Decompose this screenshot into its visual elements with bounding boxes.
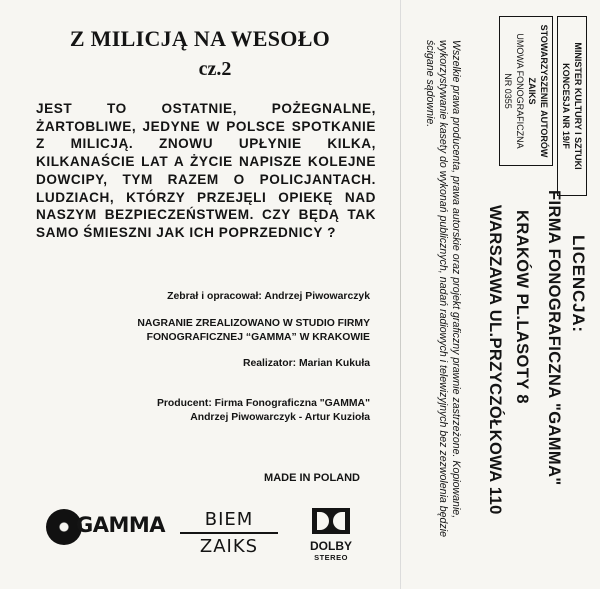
producer-line-2: Andrzej Piwowarczyk - Artur Kuzioła — [190, 412, 370, 423]
biem-zaiks-logo — [180, 510, 278, 560]
rights-notice: Wszelkie prawa producenta, prawa autorskie oraz projekt graficzny prawnie zastrzeżone. Kopiowanie, wykorzystywanie kasety do wykonań publicznych, nadań radiowych i telewizyjnych bez zezwolenia będzie ścigane sądownie. — [424, 40, 462, 537]
zaiks-line-4: NR 0355 — [503, 73, 513, 109]
recording-line-2: FONOGRAFICZNEJ “GAMMA” W KRAKOWIE — [146, 332, 370, 343]
zaiks-line-1: STOWARZYSZENIE AUTORÓW — [539, 24, 549, 158]
minister-line-2: KONCESJA NR 19/F — [561, 63, 571, 149]
producer-line-1: Producent: Firma Fonograficzna "GAMMA" — [156, 398, 370, 409]
zaiks-agreement-box — [499, 16, 553, 166]
dolby-logo — [300, 508, 362, 578]
gamma-wordmark: GAMMA — [76, 513, 166, 537]
album-title: Z MILICJĄ NA WESOŁO — [69, 26, 331, 51]
dolby-double-d-icon — [312, 508, 350, 534]
minister-licence-box — [557, 16, 587, 196]
licence-company: FIRMA FONOGRAFICZNA "GAMMA" — [545, 190, 563, 486]
producer — [40, 397, 370, 425]
dolby-stereo-label: STEREO — [314, 553, 348, 562]
zaiks-wordmark: ZAIKS — [199, 536, 259, 557]
realizator: Realizator: Marian Kukuła — [242, 358, 370, 369]
compiled-by: Zebrał i opracował: Andrzej Piwowarczyk — [167, 291, 370, 302]
gamma-logo — [46, 507, 166, 557]
licence-heading: LICENCJA: — [569, 235, 588, 333]
intro-text: JEST TO OSTATNIE, POŻEGNALNE, ŻARTOBLIWE, JEDYNE W POLSCE SPOTKANIE Z MILICJĄ. ZNOWU UPŁYNIE KILKA, KILKANAŚCIE LAT A ŻYCIE NAPISZE KOLEJNE DOWCIPY, TYM RAZEM O POLICJANTACH. LUDZIACH, KTÓRZY PRZEJĘLI OPIEKĘ NAD NASZYM BEZPIECZEŃSTWEM. CZY BĘDĄ TAK SAMO ŚMIESZNI JAK ICH POPRZEDNICY ? — [36, 101, 376, 240]
biem-wordmark: BIEM — [204, 509, 254, 530]
licence-address-krakow: KRAKÓW PL.LASOTY 8 — [513, 210, 531, 404]
minister-line-1: MINISTER KULTURY I SZTUKI — [573, 42, 583, 170]
zaiks-line-3: UMOWA FONOGRAFICZNA — [515, 33, 525, 149]
dolby-wordmark: DOLBY — [310, 539, 352, 553]
recording-line-1: NAGRANIE ZREALIZOWANO W STUDIO FIRMY — [137, 318, 370, 329]
made-in: MADE IN POLAND — [264, 472, 360, 484]
zaiks-line-2: ZAIKS — [527, 77, 537, 105]
licence-address-warszawa: WARSZAWA UL.PRZYCZÓŁKOWA 110 — [486, 205, 504, 515]
album-subtitle: cz.2 — [198, 58, 232, 80]
recording-note — [40, 317, 370, 345]
fold-line — [400, 0, 401, 589]
logo-divider — [180, 532, 278, 534]
